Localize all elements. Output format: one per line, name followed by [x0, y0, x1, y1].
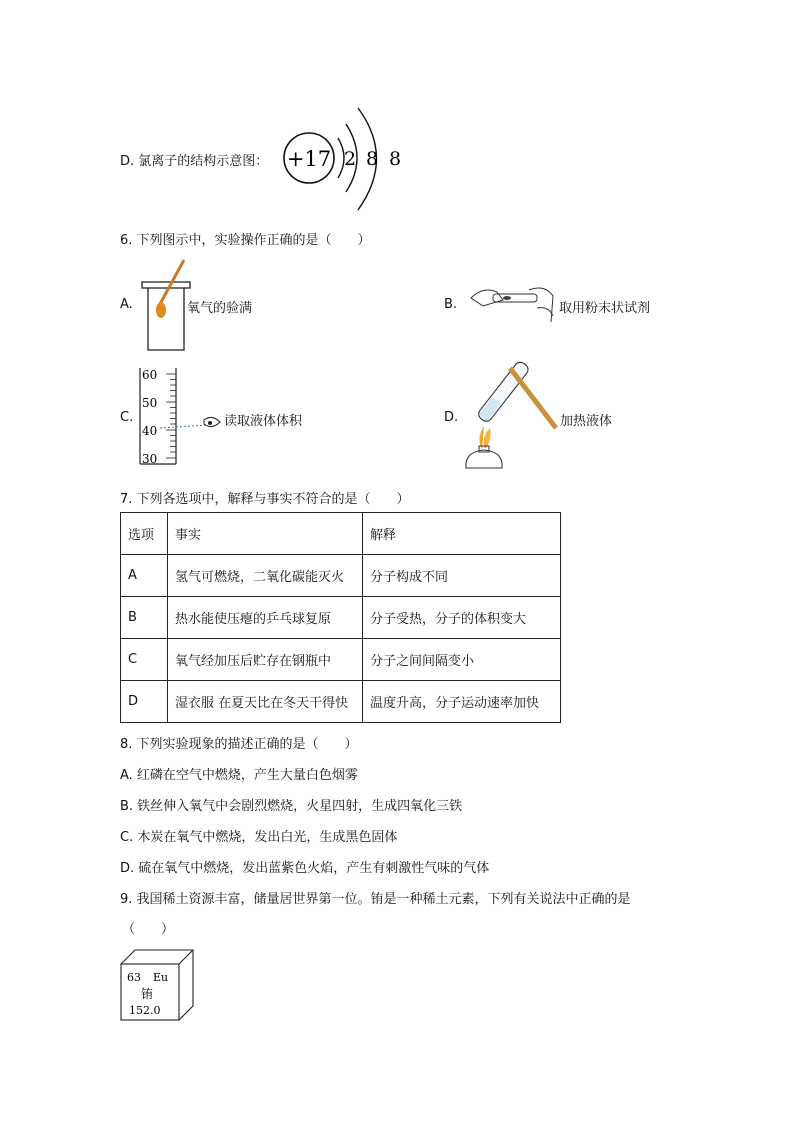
- table-row: [121, 555, 561, 597]
- header-fact: 事实: [168, 513, 363, 555]
- row-fact: 湿衣服 在夏天比在冬天干得快: [168, 681, 363, 723]
- row-option: C: [121, 639, 168, 681]
- table-header-row: [121, 513, 561, 555]
- table-row: [121, 681, 561, 723]
- table-row: [121, 639, 561, 681]
- tick-50: 50: [142, 396, 158, 410]
- q6-option-c-caption: 读取液体体积: [224, 414, 303, 429]
- row-explanation: 分子构成不同: [363, 555, 561, 597]
- atomic-number: 63: [127, 971, 141, 984]
- row-fact: 氧气经加压后贮存在钢瓶中: [168, 639, 363, 681]
- eye-icon: [204, 417, 220, 426]
- q5-option-d-label: D. 氯离子的结构示意图：: [120, 154, 269, 169]
- q7-table: [120, 512, 561, 723]
- q7-stem: 7. 下列各选项中，解释与事实不符合的是（ ）: [120, 492, 410, 507]
- row-explanation: 分子受热，分子的体积变大: [363, 597, 561, 639]
- header-option: 选项: [121, 513, 168, 555]
- shell-3-electrons: 8: [388, 148, 402, 170]
- tick-60: 60: [142, 368, 158, 382]
- graduated-cylinder-illustration: [140, 366, 230, 466]
- row-explanation: 分子之间间隔变小: [363, 639, 561, 681]
- powder-reagent-illustration: [463, 276, 559, 330]
- nucleus-charge: +17: [286, 147, 332, 171]
- atomic-mass: 152.0: [129, 1004, 161, 1017]
- q6-option-d-letter: D.: [444, 410, 459, 425]
- row-fact: 热水能使压瘪的乒乓球复原: [168, 597, 363, 639]
- q6-option-b-letter: B.: [444, 297, 458, 312]
- q8-option-b: B. 铁丝伸入氧气中会剧烈燃烧，火星四射，生成四氧化三铁: [120, 799, 463, 814]
- q6-option-c-letter: C.: [120, 410, 134, 425]
- table-row: [121, 597, 561, 639]
- q6-option-d-caption: 加热液体: [560, 414, 613, 429]
- row-explanation: 温度升高，分子运动速率加快: [363, 681, 561, 723]
- element-card-europium: [121, 962, 176, 1018]
- chloride-ion-structure-diagram: [280, 98, 410, 218]
- element-symbol: Eu: [153, 971, 169, 984]
- q8-option-a: A. 红磷在空气中燃烧，产生大量白色烟雾: [120, 768, 358, 783]
- q6-option-a-letter: A.: [120, 297, 133, 312]
- q9-stem: 9. 我国稀土资源丰富，储量居世界第一位。铕是一种稀土元素，下列有关说法中正确的是: [120, 892, 631, 907]
- q8-option-d: D. 硫在氧气中燃烧，发出蓝紫色火焰，产生有刺激性气味的气体: [120, 861, 490, 876]
- q9-answer-paren: （ ）: [122, 922, 175, 937]
- shell-2-electrons: 8: [365, 148, 379, 170]
- shell-1-electrons: 2: [343, 148, 357, 170]
- element-name: 铕: [141, 987, 154, 1001]
- q6-option-a-caption: 氧气的验满: [187, 301, 253, 316]
- q6-option-b-caption: 取用粉末状试剂: [559, 301, 651, 316]
- q8-option-c: C. 木炭在氧气中燃烧，发出白光，生成黑色固体: [120, 830, 398, 845]
- tick-40: 40: [142, 424, 158, 438]
- row-option: A: [121, 555, 168, 597]
- tick-30: 30: [142, 452, 158, 466]
- row-option: B: [121, 597, 168, 639]
- heating-liquid-illustration: [462, 356, 562, 474]
- header-explanation: 解释: [363, 513, 561, 555]
- q6-stem: 6. 下列图示中，实验操作正确的是（ ）: [120, 233, 371, 248]
- row-option: D: [121, 681, 168, 723]
- row-fact: 氢气可燃烧，二氧化碳能灭火: [168, 555, 363, 597]
- q8-stem: 8. 下列实验现象的描述正确的是（ ）: [120, 737, 358, 752]
